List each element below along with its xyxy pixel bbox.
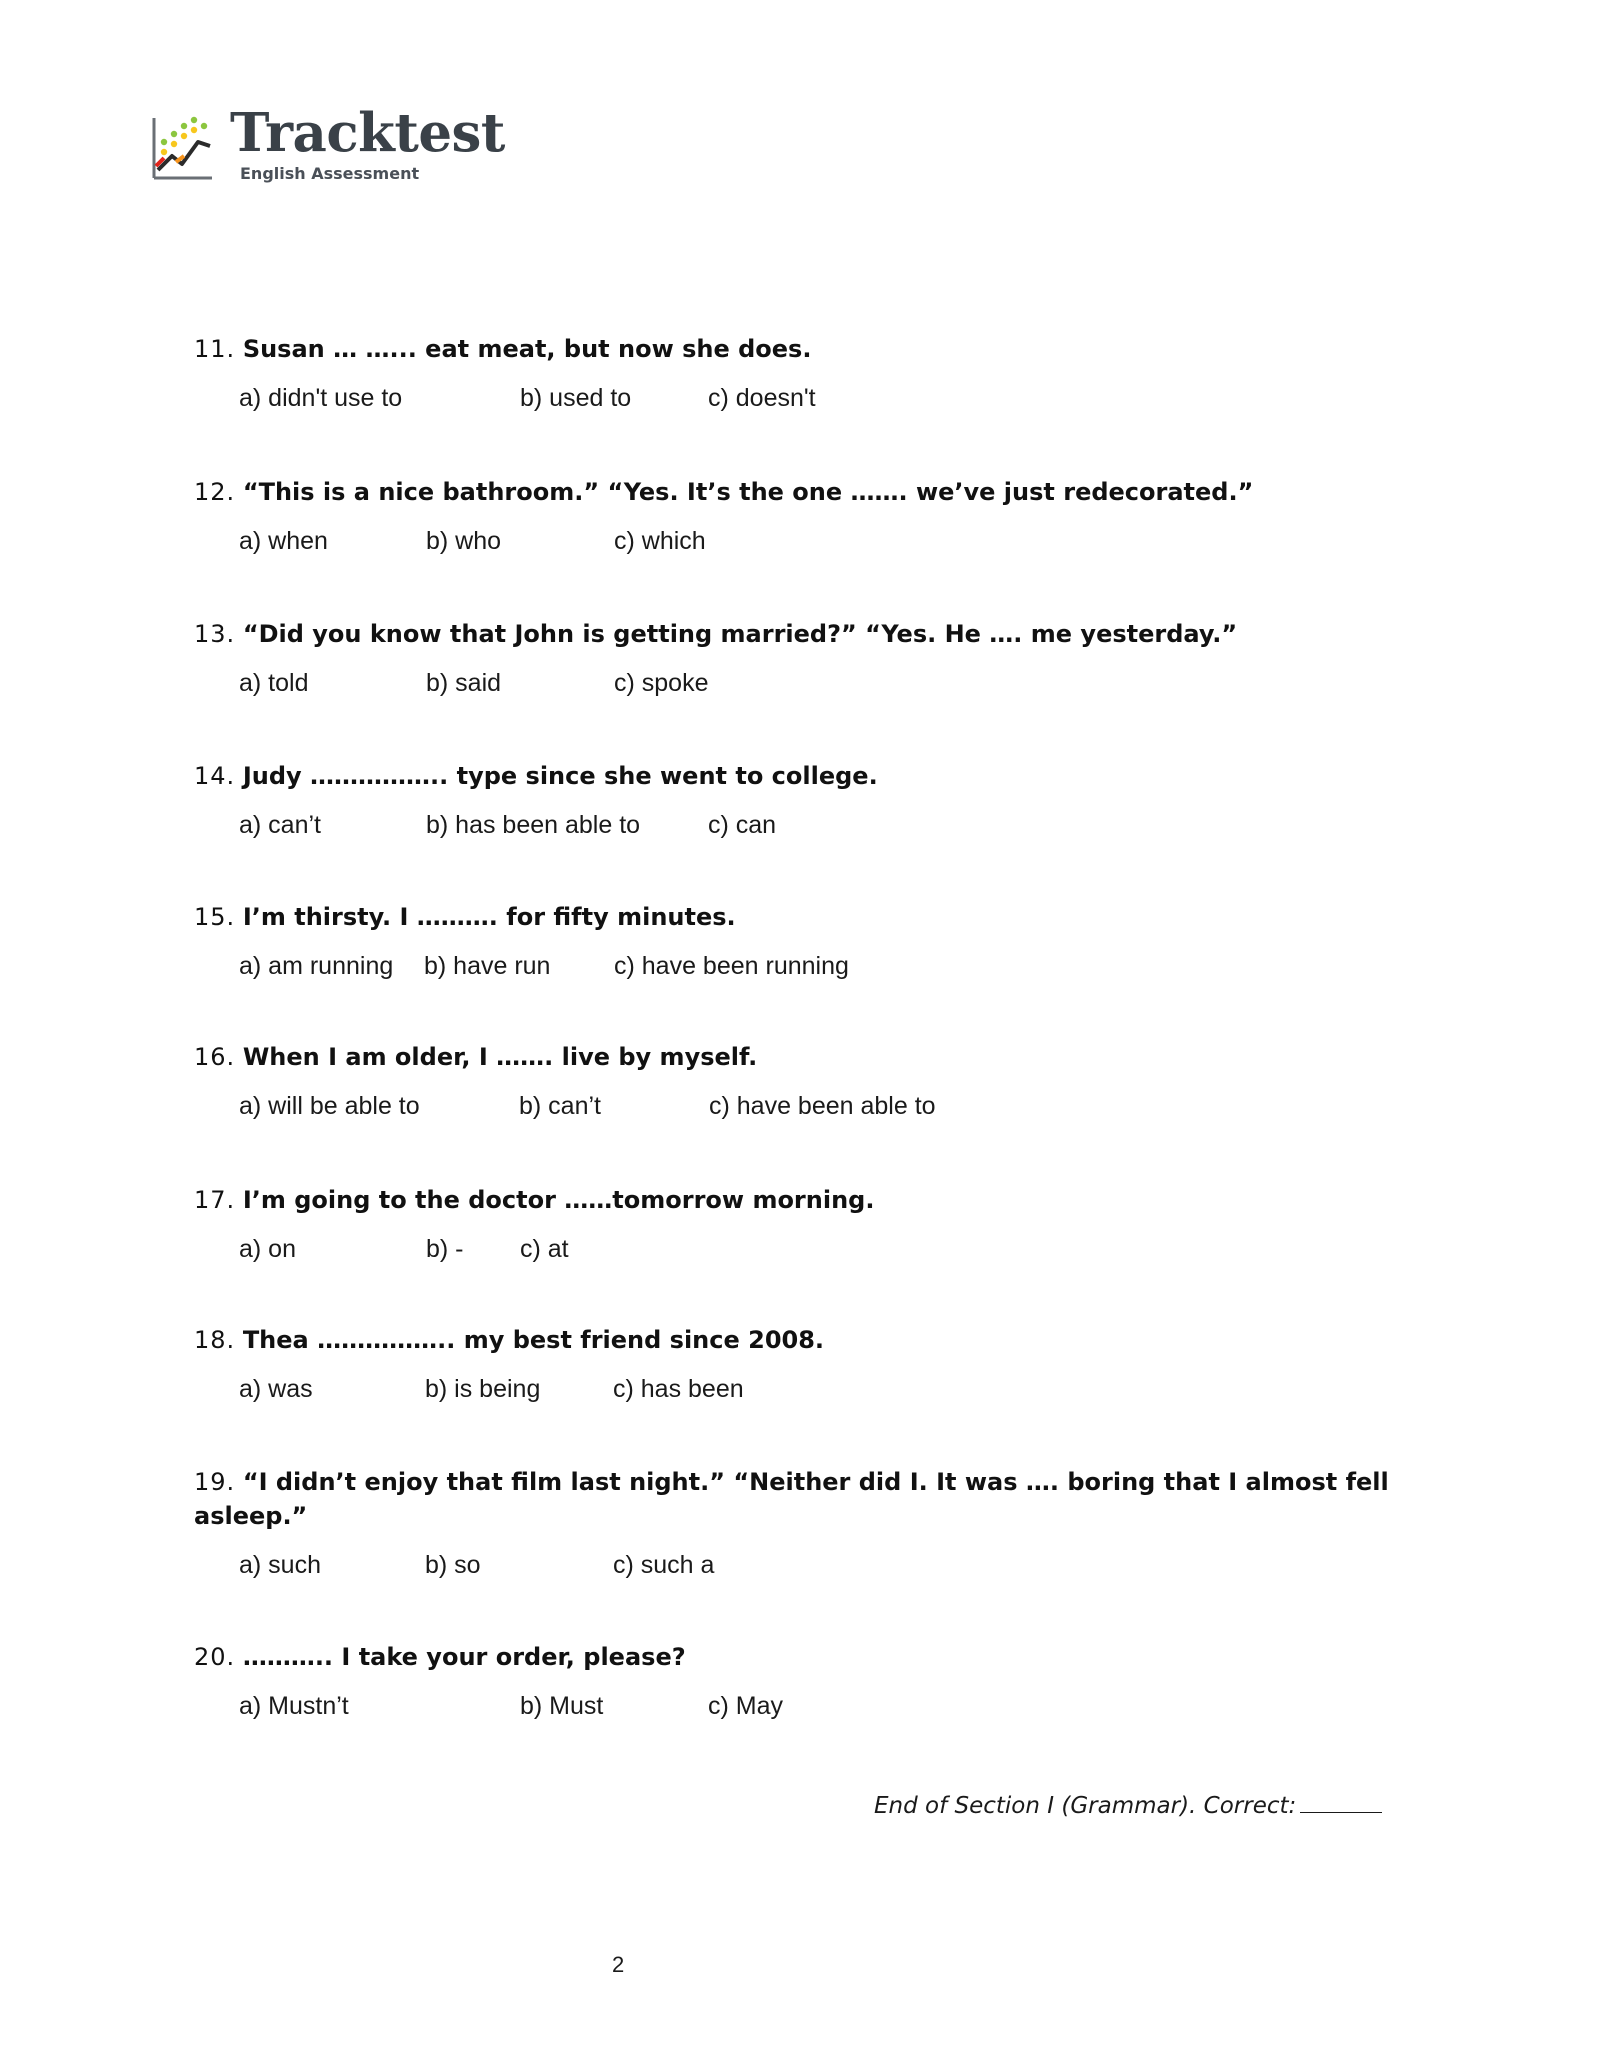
question-20 <box>194 1640 1424 1723</box>
option-a[interactable]: a) didn't use to <box>239 384 403 412</box>
question-14 <box>194 759 1424 842</box>
option-c[interactable]: c) have been running <box>614 952 849 980</box>
option-b[interactable]: b) so <box>425 1551 481 1579</box>
question-text <box>194 617 1424 651</box>
answer-options <box>239 381 1424 415</box>
question-stem: I’m going to the doctor ……tomorrow morning. <box>242 1186 875 1214</box>
option-c[interactable]: c) has been <box>613 1375 744 1403</box>
question-19 <box>194 1465 1424 1582</box>
option-c[interactable]: c) can <box>708 811 777 839</box>
question-stem: “I didn’t enjoy that film last night.” “Neither did I. It was …. boring that I almost fell asleep.” <box>194 1468 1389 1530</box>
question-text <box>194 1323 1424 1357</box>
option-c[interactable]: c) at <box>520 1235 569 1263</box>
section-end-text: End of Section I (Grammar). Correct: <box>874 1793 1297 1819</box>
question-18 <box>194 1323 1424 1406</box>
option-c[interactable]: c) doesn't <box>708 384 816 412</box>
question-text <box>194 475 1424 509</box>
option-c[interactable]: c) have been able to <box>709 1092 936 1120</box>
question-stem: “This is a nice bathroom.” “Yes. It’s the one ……. we’ve just redecorated.” <box>242 478 1254 506</box>
question-11 <box>194 332 1424 415</box>
option-a[interactable]: a) was <box>239 1375 313 1403</box>
question-stem: I’m thirsty. I ………. for fifty minutes. <box>242 903 736 931</box>
option-a[interactable]: a) Mustn’t <box>239 1692 349 1720</box>
question-number: 20. <box>194 1643 236 1671</box>
option-a[interactable]: a) told <box>239 669 309 697</box>
question-12 <box>194 475 1424 558</box>
question-text <box>194 1465 1424 1533</box>
chart-logo-icon <box>150 112 216 184</box>
option-a[interactable]: a) will be able to <box>239 1092 420 1120</box>
question-number: 12. <box>194 478 236 506</box>
question-number: 13. <box>194 620 236 648</box>
question-stem: Thea …………….. my best friend since 2008. <box>242 1326 825 1354</box>
question-number: 14. <box>194 762 236 790</box>
option-b[interactable]: b) used to <box>520 384 632 412</box>
question-number: 15. <box>194 903 236 931</box>
option-b[interactable]: b) who <box>426 527 502 555</box>
question-stem: When I am older, I ……. live by myself. <box>242 1043 758 1071</box>
question-15 <box>194 900 1424 983</box>
logo-title: Tracktest <box>230 102 505 164</box>
answer-options <box>239 1372 1424 1406</box>
option-a[interactable]: a) on <box>239 1235 296 1263</box>
question-17 <box>194 1183 1424 1266</box>
option-b[interactable]: b) - <box>426 1235 464 1263</box>
option-a[interactable]: a) such <box>239 1551 321 1579</box>
option-c[interactable]: c) May <box>708 1692 783 1720</box>
option-b[interactable]: b) have run <box>424 952 551 980</box>
question-number: 17. <box>194 1186 236 1214</box>
answer-options <box>239 949 1424 983</box>
option-c[interactable]: c) spoke <box>614 669 709 697</box>
answer-options <box>239 1089 1424 1123</box>
question-text <box>194 1640 1424 1674</box>
option-a[interactable]: a) am running <box>239 952 394 980</box>
option-a[interactable]: a) when <box>239 527 328 555</box>
question-number: 19. <box>194 1468 236 1496</box>
tracktest-logo <box>150 102 505 188</box>
question-stem: Susan … …... eat meat, but now she does. <box>242 335 812 363</box>
question-stem: ……….. I take your order, please? <box>242 1643 686 1671</box>
option-b[interactable]: b) is being <box>425 1375 541 1403</box>
question-number: 18. <box>194 1326 236 1354</box>
answer-options <box>239 1548 1424 1582</box>
question-text <box>194 332 1424 366</box>
option-c[interactable]: c) which <box>614 527 706 555</box>
section-end-note <box>874 1793 1382 1819</box>
option-c[interactable]: c) such a <box>613 1551 715 1579</box>
option-b[interactable]: b) Must <box>520 1692 604 1720</box>
option-b[interactable]: b) can’t <box>519 1092 601 1120</box>
question-text <box>194 900 1424 934</box>
question-number: 16. <box>194 1043 236 1071</box>
option-a[interactable]: a) can’t <box>239 811 321 839</box>
question-text <box>194 1183 1424 1217</box>
question-text <box>194 1040 1424 1074</box>
question-number: 11. <box>194 335 236 363</box>
page-number: 2 <box>612 1952 625 1977</box>
answer-options <box>239 524 1424 558</box>
answer-options <box>239 808 1424 842</box>
logo-subtitle: English Assessment <box>240 164 420 183</box>
answer-options <box>239 1232 1424 1266</box>
question-16 <box>194 1040 1424 1123</box>
question-stem: Judy …………….. type since she went to college. <box>242 762 878 790</box>
score-blank[interactable] <box>1300 1811 1382 1813</box>
question-13 <box>194 617 1424 700</box>
question-text <box>194 759 1424 793</box>
answer-options <box>239 1689 1424 1723</box>
option-b[interactable]: b) said <box>426 669 502 697</box>
answer-options <box>239 666 1424 700</box>
question-stem: “Did you know that John is getting married?” “Yes. He …. me yesterday.” <box>242 620 1238 648</box>
option-b[interactable]: b) has been able to <box>426 811 641 839</box>
